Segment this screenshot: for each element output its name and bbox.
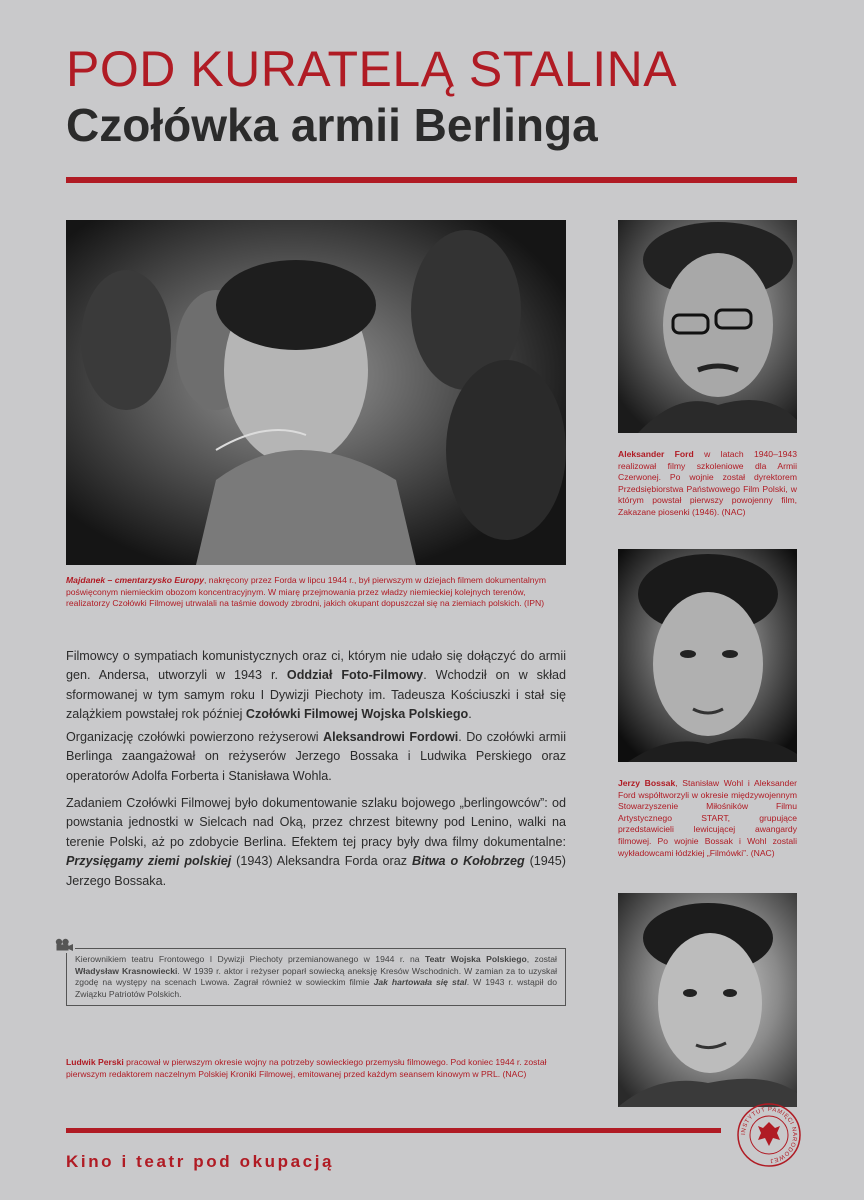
person-name: Aleksander Ford [618,449,694,459]
film-title: Bitwa o Kołobrzeg [411,854,525,869]
bossak-caption [618,778,797,859]
text-run: . W 1943 r. wstąpił do Związku Patriotów Polskich. [75,977,557,999]
ipn-seal-logo [736,1102,802,1168]
portrait-aleksander-ford [618,220,797,433]
body-paragraph-1 [66,647,566,725]
bold-term: Władysław Krasnowiecki [75,965,178,976]
text-run: Kierownikiem teatru Frontowego I Dywizji Piechoty przemianowanego w 1944 r. na [75,954,425,964]
text-run: . Wchodził on w skład sformowanej w tym samym roku I Dywizji Piechoty im. Tadeusza Kościuszki i stał się zalążkiem powstałej rok później [66,668,567,722]
text-run: Filmowcy o sympatiach komunistycznych oraz ci, którym nie udało się dołączyć do armii gen. Andersa, utworzyli w 1943 r. [66,649,566,683]
bold-term: Aleksandrowi Fordowi [323,730,459,744]
info-box-text [75,954,557,1000]
film-camera-icon [53,937,75,953]
portrait-ludwik-perski [618,893,797,1107]
perski-caption [66,1057,566,1080]
person-name: Jerzy Bossak [618,778,676,788]
person-name: Ludwik Perski [66,1057,124,1067]
film-title: Przysięgamy ziemi polskiej [66,854,232,869]
text-run: Organizację czołówki powierzono reżyserowi [66,730,324,744]
bold-term: Czołówki Filmowej Wojska Polskiego [245,707,469,722]
series-title: Kino i teatr pod okupacją [66,1152,335,1171]
bottom-divider [66,1128,721,1133]
body-paragraph-3 [66,794,566,891]
page-title: Czołówka armii Berlinga [66,99,598,151]
caption-text: pracował w pierwszym okresie wojny na potrzeby sowieckiego przemysłu filmowego. Pod koniec 1944 r. został pierwszym redaktorem naczelnym Polskiej Kroniki Filmowej, emitowanej przed każdym seansem kinowym w PRL. (NAC) [66,1057,547,1079]
text-run: (1943) Aleksandra Forda oraz [231,854,412,869]
bold-term: Oddział Foto-Filmowy [286,668,424,683]
ford-caption [618,449,797,519]
caption-text: , nakręcony przez Forda w lipcu 1944 r., był pierwszym w dziejach filmem dokumentalnym poświęconym niemieckim obozom koncentracyjnym. W miarę przejmowania przez władzy niemieckiej kolejnych terenów, realizatorzy Czołówki Filmowej utrwalali na taśmie dowody zbrodni, jakich okupant dopuszczał się na ziemiach polskich. (IPN) [66,575,547,609]
main-photo-caption [66,575,566,610]
caption-text: , Stanisław Wohl i Aleksander Ford współtworzyli w okresie międzywojennym Stowarzyszenie Miłośników Filmu Artystycznego START, grupujące przedstawicieli lewicującej awangardy filmowej. Po wojnie Bossak i Wohl zostali wykładowcami łódzkiej „Filmówki”. (NAC) [618,778,797,858]
text-run: Zadaniem Czołówki Filmowej było dokumentowanie szlaku bojowego „berlingowców”: od powstania jednostki w Sielcach nad Oką, przez chrzest bitewny pod Lenino, walki na terenie Polski, aż po zdobycie Berlina. Efektem tej pracy były dwa filmy dokumentalne: [66,796,566,849]
film-title: Jak hartowała się stal [373,977,467,988]
text-run: (1945) Jerzego Bossaka. [66,854,566,888]
svg-text:INSTYTUT PAMIĘCI NARODOWEJ: INSTYTUT PAMIĘCI NARODOWEJ [740,1106,798,1164]
caption-text: w latach 1940–1943 realizował filmy szkoleniowe dla Armii Czerwonej. Po wojnie został dyrektorem Przedsiębiorstwa Państwowego Film Polski, w którym powstał pierwszy powojenny film, Zakazane piosenki (1946). (NAC) [618,449,797,517]
main-archival-photo [66,220,566,565]
body-paragraph-2 [66,728,566,786]
portrait-jerzy-bossak [618,549,797,762]
caption-film-title: Majdanek – cmentarzysko Europy [66,575,205,585]
info-box [66,948,566,1006]
text-run: . [468,707,472,722]
text-run: . Do czołówki armii Berlinga zaangażował on reżyserów Jerzego Bossaka i Ludwika Perskiego oraz operatorów Adolfa Forberta i Stanisława Wohla. [66,730,566,783]
top-divider [66,177,797,183]
bold-term: Teatr Wojska Polskiego [424,954,527,964]
text-run: , został [526,954,557,964]
text-run: . W 1939 r. aktor i reżyser poparł sowiecką aneksję Kresów Wschodnich. W zamian za to uzyskał zgodę na występy na scenach Lwowa. Zagrał również w sowieckim filmie [75,965,558,988]
page-supertitle: POD KURATELĄ STALINA [66,41,678,97]
